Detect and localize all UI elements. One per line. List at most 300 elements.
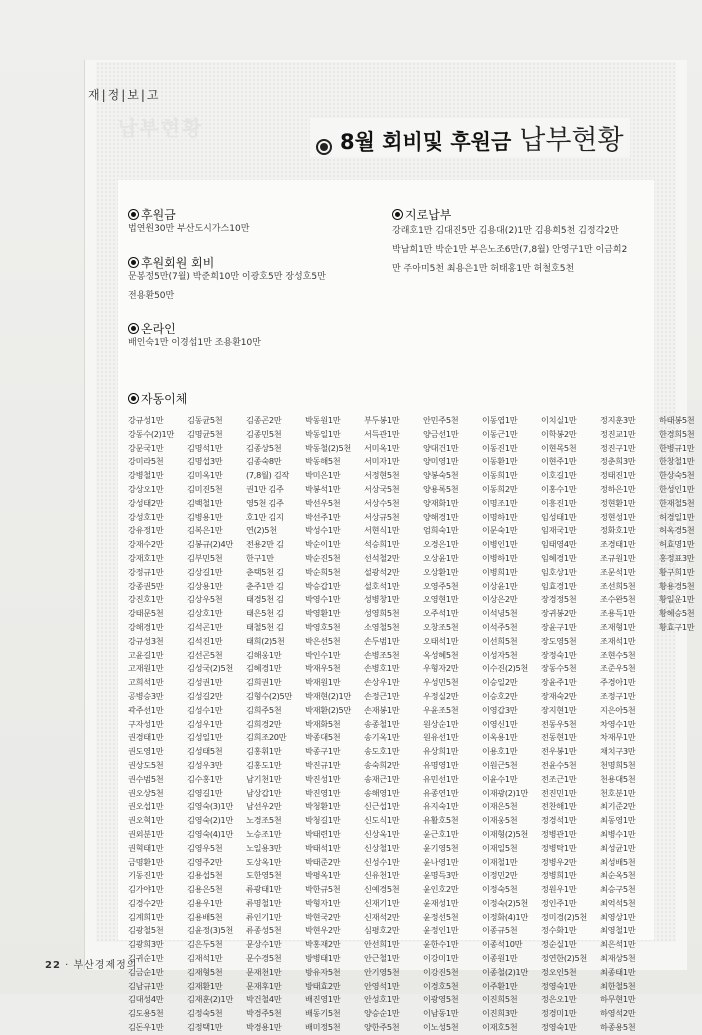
name-entry: 조수완5천 [600,594,636,605]
name-entry: 정병희1만 [541,870,577,881]
name-entry: 윤인호2만 [423,884,459,895]
name-entry: 송재근1만 [364,773,400,784]
name-entry: 남상갑1만 [246,787,282,798]
name-entry: 정경석1만 [541,815,577,826]
name-entry: 정순실1만 [541,939,577,950]
name-entry: 강규성3천 [128,635,164,646]
name-entry: 도한영5천 [246,870,282,881]
name-entry: 노일용3만 [246,842,282,853]
name-entry: 이동환1만 [482,456,518,467]
bullet-icon [128,323,139,334]
name-entry: 이종철(2)1만 [482,966,529,977]
name-entry: 최병수1만 [600,828,636,839]
name-entry: 안근철1만 [364,953,400,964]
name-entry: 이병희1만 [482,566,518,577]
name-entry: 이종규5천 [482,925,518,936]
name-entry: 정병우2만 [541,856,577,867]
name-column [659,414,702,1035]
name-entry: 송종철1만 [364,718,400,729]
name-entry: 김성권1만 [187,677,223,688]
name-entry: 차영수1만 [600,718,636,729]
name-entry: 고재원1만 [128,663,164,674]
name-entry: 신재석2만 [364,911,400,922]
name-entry: 허옥경5천 [659,525,695,536]
name-entry: 장재숙2만 [541,690,577,701]
name-entry: 원상순1만 [423,718,459,729]
name-entry: 전용2만 김 [246,539,284,550]
name-entry: 윤정인1만 [423,925,459,936]
name-entry: 류종성5천 [246,925,282,936]
name-entry: 원유선1만 [423,732,459,743]
name-entry: 이정민2만 [482,870,518,881]
name-entry: 김홍도1만 [246,759,282,770]
text-line: 박남희1만 박순1만 부은노조6만(7,8월) 안영구1만 이금희2 [392,245,628,255]
name-entry: 강성태2만 [128,497,164,508]
name-entry: 주경아1만 [600,677,636,688]
name-entry: 송해영1만 [364,787,400,798]
name-entry: 전진민1만 [541,787,577,798]
name-entry: 박평옥1만 [305,870,341,881]
name-entry: 김상우5천 [187,594,223,605]
name-entry: 이흥진1만 [541,497,577,508]
name-entry: 서상국5천 [364,483,400,494]
name-entry: 김명석1만 [187,442,223,453]
name-entry: 윤재성1만 [423,897,459,908]
name-entry: 김희경2만 [246,718,282,729]
name-entry: 한구1만 [246,552,274,563]
name-entry: 장윤구1만 [541,621,577,632]
name-entry: 정수화1만 [541,925,577,936]
name-entry: 박선주1만 [305,511,341,522]
name-entry: 신재기1만 [364,897,400,908]
name-entry: 박순진5천 [305,552,341,563]
name-entry: 조규원1만 [600,552,636,563]
name-entry: 김광철5천 [128,925,164,936]
name-entry: 김대성4만 [128,994,164,1005]
name-entry: 서상수5천 [364,497,400,508]
name-entry: 권오섭1만 [128,801,164,812]
name-entry: 박영수1만 [305,594,341,605]
name-entry: 박진성1만 [305,773,341,784]
name-entry: 이정숙(2)5천 [482,897,529,908]
name-column [246,414,299,1035]
name-entry: 도상옥1만 [246,856,282,867]
name-entry: 김금순1만 [128,966,164,977]
name-entry: 금명환1만 [128,856,164,867]
name-entry: 장정숙1만 [541,649,577,660]
name-entry: 유민선1만 [423,773,459,784]
name-entry: 김남규1만 [128,980,164,991]
name-entry: 서미옥1만 [364,442,400,453]
name-entry: 이남동1만 [423,1008,459,1019]
name-entry: 장동수5천 [541,663,577,674]
name-entry: 고윤길1만 [128,649,164,660]
name-entry: 태은5천 김 [246,608,284,619]
name-entry: 한병규1만 [659,442,695,453]
name-entry: 정춘희3만 [600,456,636,467]
name-entry: 이경호5천 [423,980,459,991]
name-entry: 강정규1만 [128,566,164,577]
name-entry: 양승순1만 [364,1008,400,1019]
name-entry: 오상환1만 [423,566,459,577]
name-entry: 김도용5천 [128,1008,164,1019]
name-entry: 김복은1만 [187,525,223,536]
name-entry: 조용득1만 [600,608,636,619]
name-entry: 양봉숙5천 [423,470,459,481]
name-entry: 김백철1만 [187,497,223,508]
text-line: 배인숙1만 이경섭1만 조용환10만 [128,338,261,348]
name-entry: 김재환1만 [187,980,223,991]
name-entry: 김귀순1만 [128,953,164,964]
name-entry: 노경조5천 [246,815,282,826]
name-entry: 이석녕5천 [482,608,518,619]
name-entry: 박인수1만 [305,649,341,660]
name-entry: 최억석5천 [600,897,636,908]
name-entry: 전동현1만 [541,732,577,743]
name-entry: 강규성1만 [128,415,164,425]
name-entry: 장경정5천 [541,594,577,605]
name-entry: 김상용1만 [187,580,223,591]
bullet-icon [128,209,139,220]
name-entry: 조재석1만 [600,635,636,646]
name-entry: 김상호1만 [187,608,223,619]
name-entry: 정원우1만 [541,884,577,895]
name-entry: 박승갑1만 [305,580,341,591]
name-entry: 권오혁1만 [128,815,164,826]
name-column [128,414,181,1035]
name-entry: 우윤조5천 [423,704,459,715]
name-entry: 박동해5천 [305,456,341,467]
name-entry: 송기옥1만 [364,732,400,743]
name-entry: 안선희1만 [364,939,400,950]
name-entry: 박순이1만 [305,539,341,550]
name-entry: 춘주1만 김 [246,580,284,591]
name-entry: 최한철5천 [600,980,636,991]
name-entry: 김성길2만 [187,690,223,701]
name-entry: 이광영5천 [423,994,459,1005]
name-entry: 김성태5천 [187,746,223,757]
name-entry: 장지현1만 [541,704,577,715]
name-entry: 김영숙(4)1만 [187,828,234,839]
name-entry: 한성인1만 [659,483,695,494]
name-entry: 홍정표3만 [659,552,695,563]
category-label: 재|정|보|고 [88,88,161,102]
name-entry: 김희권1만 [246,677,282,688]
name-entry: 황구희1만 [659,566,695,577]
ghost-title: 납부현황 [118,116,204,140]
name-entry: 김성수1만 [187,704,223,715]
auto-transfer-table [128,414,702,1035]
text-line: 전용환50만 [128,291,175,301]
name-entry: 이승호2만 [482,690,518,701]
name-entry: 양용록5천 [423,483,459,494]
name-entry: 손재봉1만 [364,704,400,715]
name-entry: 손병조5천 [364,649,400,660]
name-entry: 김영숙(3)1만 [187,801,234,812]
name-entry: 노승조1만 [246,828,282,839]
name-entry: 김동균5천 [187,415,223,425]
name-entry: 최동영1만 [600,815,636,826]
name-entry: 정오인5천 [541,966,577,977]
name-entry: 정미경(2)5천 [541,911,588,922]
name-entry: 김명균5천 [187,428,223,439]
name-entry: 김정택1만 [187,1022,223,1033]
text-line: 만 주아미5천 최용은1만 허태홍1만 허철호5천 [392,264,575,274]
name-entry: 성영희5천 [364,608,400,619]
name-entry: 김성일1만 [187,732,223,743]
name-entry: 선석철2만 [364,552,400,563]
name-entry: 김재형5천 [187,966,223,977]
name-entry: 이동희2만 [482,483,518,494]
name-entry: 신상철1만 [364,842,400,853]
name-entry: 심평호2만 [364,925,400,936]
name-entry: 박동원1만 [305,415,341,425]
footer-separator: · [65,960,70,971]
name-entry: 김성우1만 [187,718,223,729]
name-entry: 양해경1만 [423,511,459,522]
name-entry: 이진희3만 [482,1008,518,1019]
name-entry: 황혜승5천 [659,608,695,619]
name-entry: 신근섭1만 [364,801,400,812]
name-entry: 남선우2만 [246,801,282,812]
name-entry: 이재일5천 [482,842,518,853]
name-entry: 이재광(2)1만 [482,787,529,798]
name-entry: 장윤주1만 [541,677,577,688]
name-entry: 최기준2만 [600,801,636,812]
name-entry: 한상숙5천 [659,470,695,481]
name-entry: 박재원1만 [305,677,341,688]
name-entry: 권수범5천 [128,773,164,784]
name-entry: 정병관1만 [541,828,577,839]
name-entry: 박건철4만 [246,994,282,1005]
name-entry: 송숙희2만 [364,759,400,770]
name-entry: 이상윤1만 [482,580,518,591]
name-entry: 우형자2만 [423,663,459,674]
name-entry: 김용섭5천 [187,870,223,881]
title-light-text: 납부현황 [519,125,624,156]
name-entry: 성병창1만 [364,594,400,605]
name-entry: 이강진5천 [423,966,459,977]
name-column [541,414,594,1035]
name-entry: 이재호5천 [482,1022,518,1033]
section-body-giro [392,222,627,279]
name-column [305,414,358,1035]
name-entry: 박태석1만 [305,842,341,853]
bullet-icon [128,257,139,268]
name-entry: 정영숙1만 [541,980,577,991]
name-entry: 최성균1만 [600,842,636,853]
name-entry: 황효구1만 [659,621,695,632]
name-entry: 방태효2만 [305,980,341,991]
name-entry: 김용우1만 [187,897,223,908]
name-entry: 이노성5천 [423,1022,459,1033]
name-entry: 정병탁1만 [541,842,577,853]
name-entry: 하종용5천 [600,1022,636,1033]
name-entry: 손상우1만 [364,677,400,688]
name-entry: 안민주5천 [423,415,459,425]
name-entry: 방유자5천 [305,966,341,977]
name-entry: 박현우2만 [305,925,341,936]
name-entry: 이원근5천 [482,759,518,770]
name-entry: 박영호5천 [305,621,341,632]
name-entry: 이재웅5천 [482,815,518,826]
name-entry: 임혜경1만 [541,552,577,563]
name-entry: 이선희5천 [482,635,518,646]
bullet-icon [128,393,139,404]
name-entry: 이종석10만 [482,939,523,950]
name-entry: 연(2)5천 [246,525,277,536]
name-entry: 채치구3만 [600,746,636,757]
name-entry: 조준우5천 [600,663,636,674]
name-entry: 김봉규(2)4만 [187,539,234,550]
name-entry: 전윤수5천 [541,759,577,770]
name-entry: 박경용1만 [246,1022,282,1033]
name-entry: 하영석2만 [600,1008,636,1019]
name-entry: 태희(2)5천 [246,635,285,646]
name-entry: 최종태1만 [600,966,636,977]
name-entry: 박종구1만 [305,746,341,757]
name-entry: 최영상1만 [600,911,636,922]
name-entry: 이진희5천 [482,994,518,1005]
section-body-online [128,334,261,353]
name-entry: 강태문5천 [128,608,164,619]
name-entry: 윤명득3만 [423,870,459,881]
name-entry: 정하은1만 [600,483,636,494]
name-entry: 김용배5천 [187,911,223,922]
name-entry: 최재상5천 [600,953,636,964]
name-entry: 이주환1만 [482,980,518,991]
name-entry: 기동진1만 [128,870,164,881]
name-entry: 박태준2만 [305,856,341,867]
name-entry: 서미자1만 [364,456,400,467]
name-entry: 손두범1만 [364,635,400,646]
page-footer [45,956,137,971]
name-entry: 김영길1만 [187,787,223,798]
name-entry: 최승구5천 [600,884,636,895]
name-entry: 윤나영1만 [423,856,459,867]
name-entry: 배진영1만 [305,994,341,1005]
section-heading-online: 온라인 [128,320,176,337]
name-entry: 이현목5천 [541,442,577,453]
name-entry: 이용호1만 [482,746,518,757]
name-entry: 이명하1만 [482,511,518,522]
name-entry: 오주석1만 [423,608,459,619]
name-entry: 조재형1만 [600,621,636,632]
name-entry: 조문석1만 [600,566,636,577]
section-heading-member-fee: 후원회원 회비 [128,254,214,271]
name-entry: 이현주1만 [541,456,577,467]
name-entry: 정현성1만 [600,511,636,522]
name-entry: 배동기5천 [305,1008,341,1019]
name-entry: 김해웅1만 [246,649,282,660]
name-entry: 서정현5천 [364,470,400,481]
name-entry: 김미진5천 [187,483,223,494]
name-entry: 문수경5천 [246,953,282,964]
name-entry: 박봉석1만 [305,483,341,494]
name-entry: 오창조5천 [423,621,459,632]
name-entry: 이석주5천 [482,621,518,632]
name-entry: 오경은1만 [423,539,459,550]
name-entry: 박태련1만 [305,828,341,839]
name-entry: 서현식1만 [364,525,400,536]
name-entry: 임효경1만 [541,580,577,591]
name-entry: 권경태1만 [128,732,164,743]
name-entry: 정영숙1만 [541,1022,577,1033]
name-entry: 이동희1만 [482,470,518,481]
name-entry: 류명철1만 [246,897,282,908]
name-entry: 김석진1만 [187,635,223,646]
name-entry: 문상수1만 [246,939,282,950]
name-entry: 김용은5천 [187,884,223,895]
title-bullet-icon [316,139,332,155]
text-line: 법연원30만 부산도시가스10만 [128,224,250,234]
name-entry: 박미은1만 [305,470,341,481]
name-entry: 한경희5천 [659,428,695,439]
name-entry: 허경일1만 [659,511,695,522]
name-entry: 손병호1만 [364,663,400,674]
name-entry: 신상욱1만 [364,828,400,839]
name-entry: 양한주5천 [364,1022,400,1033]
name-entry: 이강미1만 [423,953,459,964]
name-entry: 임호상1만 [541,566,577,577]
name-entry: 김종숙8만 [246,456,282,467]
name-entry: 정인주1만 [541,897,577,908]
name-entry: 김성국(2)5천 [187,663,234,674]
name-entry: 우성민5천 [423,677,459,688]
name-entry: 부두봉1만 [364,415,400,425]
name-entry: 박동철(2)5천 [305,442,352,453]
name-entry: 이정화(4)1만 [482,911,529,922]
name-entry: 임성태1만 [541,511,577,522]
name-entry: 윤근호1만 [423,828,459,839]
name-entry: 신유천1만 [364,870,400,881]
name-entry: 김재훈(2)1만 [187,994,234,1005]
name-entry: 유명영1만 [423,759,459,770]
name-entry: 차재무1만 [600,732,636,743]
name-entry: 박청길1만 [305,815,341,826]
name-entry: 안영석1만 [364,980,400,991]
name-entry: 이승일2만 [482,677,518,688]
name-entry: 이재형(2)5천 [482,828,529,839]
name-entry: 오상윤1만 [423,552,459,563]
name-entry: 최은석1만 [600,939,636,950]
name-entry: 김가야1만 [128,884,164,895]
name-entry: 정은오1만 [541,994,577,1005]
name-entry: 곽주선1만 [128,704,164,715]
name-entry: 최성배5천 [600,856,636,867]
name-entry: 이치실1만 [541,415,577,425]
name-entry: 김경수2만 [128,897,164,908]
name-entry: (7,8월) 김작 [246,470,290,481]
name-entry: 강성호1만 [128,511,164,522]
name-entry: 장도영5천 [541,635,577,646]
text-line: 강래호1만 김대진5만 김용대(2)1만 김용희5천 김정각2만 [392,226,619,236]
name-entry: 김윤정(3)5천 [187,925,234,936]
name-entry: 전우봉1만 [541,746,577,757]
name-entry: 전동우5천 [541,718,577,729]
name-entry: 이영신1만 [482,718,518,729]
name-entry: 이수진(2)5천 [482,663,529,674]
name-entry: 양대건1만 [423,442,459,453]
name-entry: 이영갑3만 [482,704,518,715]
bullet-icon [392,209,403,220]
name-entry: 천호분1만 [600,787,636,798]
name-entry: 정진교1만 [600,428,636,439]
name-entry: 강상오1만 [128,483,164,494]
name-entry: 이정숙5천 [482,884,518,895]
name-entry: 설광석2만 [364,566,400,577]
name-entry: 박재우5천 [305,663,341,674]
